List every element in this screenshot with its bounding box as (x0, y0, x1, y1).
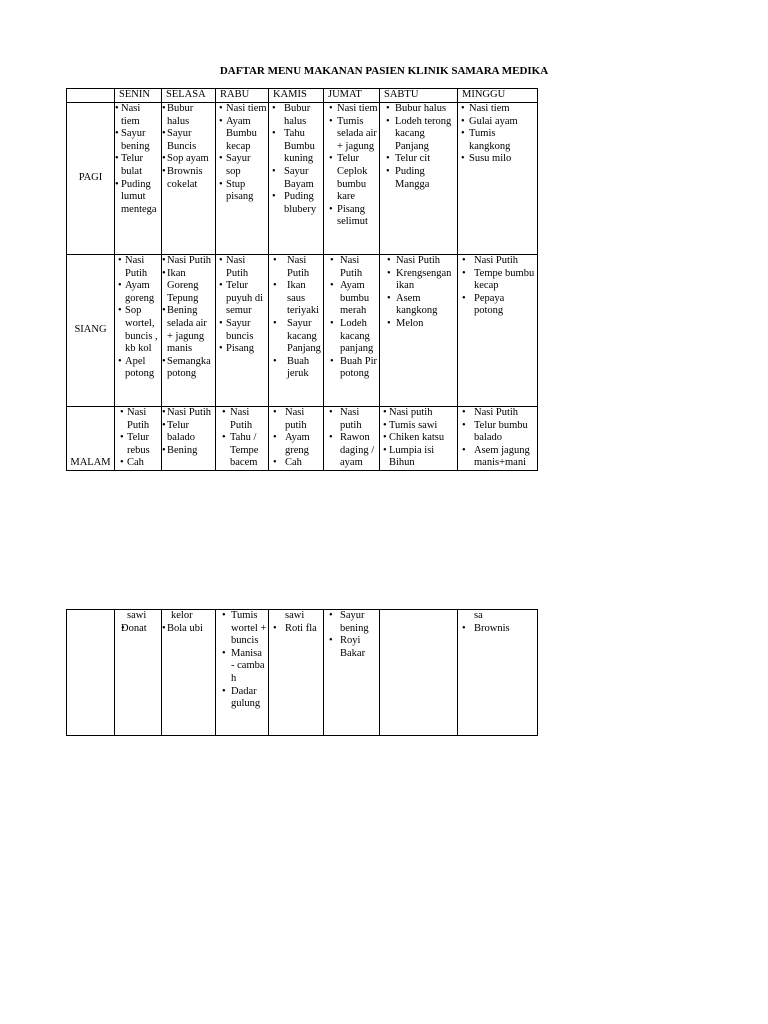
header-cell-empty (67, 89, 115, 103)
menu-item: • Pisang selimut (325, 204, 378, 229)
menu-item: • Lodeh kacang panjang (325, 318, 378, 356)
menu-table (66, 88, 538, 471)
menu-list-malam-selasa (163, 407, 214, 457)
row-label-empty (67, 610, 115, 736)
menu-item: • Nasi Putih (270, 255, 322, 280)
menu-cont-selasa: kelor (171, 610, 193, 621)
menu-item: • Sayur kacang Panjang (270, 318, 322, 356)
row-malam-continued (67, 610, 538, 736)
menu-item: • Tumis wortel + buncis (217, 610, 267, 648)
menu-item: • Nasi putih (270, 407, 322, 432)
menu-item: • Semangka potong (163, 356, 214, 381)
menu-item: • Bubur halus (381, 103, 456, 116)
menu-item: • Apel potong (116, 356, 160, 381)
menu-item: • Telur balado (163, 420, 214, 445)
menu-item: • Tahu / Tempe bacem (217, 432, 267, 470)
menu-list-malam-minggu (459, 407, 536, 470)
menu-item: • Brownis cokelat (163, 166, 214, 191)
menu-item: • Nasi tiem (459, 103, 536, 116)
menu-item: • Sayur Buncis (163, 128, 214, 153)
menu-item: • Sop wortel, buncis , kb kol (116, 305, 160, 355)
menu-item: • Nasi Putih (217, 255, 267, 280)
menu-list-pagi-minggu (459, 103, 536, 166)
menu-item: • Bubur halus (270, 103, 322, 128)
menu-item: • Dadar gulung (217, 686, 267, 711)
menu-cell-malam-cont-sabtu (380, 610, 458, 736)
menu-item: • Nasi putih (381, 407, 456, 420)
menu-item: • Nasi tiem (116, 103, 160, 128)
menu-item: • Tempe bumbu kecap (459, 268, 536, 293)
menu-item: • Bola ubi (163, 623, 214, 636)
menu-list-pagi-senin (116, 103, 160, 216)
menu-item: • Telur cit (381, 153, 456, 166)
menu-item: • Lumpia isi Bihun (381, 445, 456, 470)
menu-item: • Telur bulat (116, 153, 160, 178)
menu-cont-senin: sawi (127, 610, 147, 621)
menu-item: • Susu milo (459, 153, 536, 166)
menu-list-malam-cont-jumat (325, 610, 378, 660)
menu-list-malam-sabtu (381, 407, 456, 470)
menu-item: • Royi Bakar (325, 635, 378, 660)
menu-item: • Ayam Bumbu kecap (217, 116, 267, 154)
menu-item: • Sayur bening (325, 610, 378, 635)
menu-cont-kamis: sawi (285, 610, 305, 621)
menu-item: • Bubur halus (163, 103, 214, 128)
menu-table-continued (66, 609, 538, 736)
menu-item: • Tahu Bumbu kuning (270, 128, 322, 166)
menu-item: • Tumis sawi (381, 420, 456, 433)
menu-list-siang-selasa (163, 255, 214, 381)
menu-list-pagi-rabu (217, 103, 267, 204)
menu-item: • Buah Pir potong (325, 356, 378, 381)
menu-list-malam-kamis (270, 407, 322, 470)
row-label-malam: MALAM (67, 407, 115, 471)
menu-list-malam-cont-minggu (459, 623, 536, 636)
menu-item: • Nasi tiem (325, 103, 378, 116)
menu-item: • Telur Ceplok bumbu kare (325, 153, 378, 203)
menu-list-pagi-kamis (270, 103, 322, 216)
menu-item: • Cah (116, 457, 160, 470)
menu-item: • Sayur sop (217, 153, 267, 178)
menu-item: • Melon (381, 318, 456, 331)
menu-item: • Brownis (459, 623, 536, 636)
menu-item: • Bening (163, 445, 214, 458)
menu-item: • Nasi Putih (459, 255, 536, 268)
menu-list-siang-jumat (325, 255, 378, 381)
menu-list-siang-minggu (459, 255, 536, 318)
menu-item: • Telur puyuh di semur (217, 280, 267, 318)
menu-item: • Chiken katsu (381, 432, 456, 445)
menu-item: • Lodeh terong kacang Panjang (381, 116, 456, 154)
menu-item: • Nasi Putih (217, 407, 267, 432)
menu-item: • Ayam greng (270, 432, 322, 457)
menu-list-pagi-sabtu (381, 103, 456, 191)
menu-item: • Telur bumbu balado (459, 420, 536, 445)
menu-item: • Nasi Putih (381, 255, 456, 268)
menu-cont-minggu: sa (474, 610, 483, 621)
row-label-pagi: PAGI (67, 103, 115, 255)
menu-item: • Asem jagung manis+mani (459, 445, 536, 470)
menu-item: • Asem kangkong (381, 293, 456, 318)
row-pagi (67, 103, 538, 255)
menu-item: • Pepaya potong (459, 293, 536, 318)
menu-list-siang-kamis (270, 255, 322, 381)
menu-item: • Tumis selada air + jagung (325, 116, 378, 154)
menu-list-siang-rabu (217, 255, 267, 356)
row-siang (67, 255, 538, 407)
menu-item: • Donat (116, 623, 160, 636)
menu-list-malam-jumat (325, 407, 378, 470)
row-malam (67, 407, 538, 471)
menu-item: • Roti fla (270, 623, 322, 636)
menu-item: • Sayur buncis (217, 318, 267, 343)
menu-item: • Telur rebus (116, 432, 160, 457)
menu-item: • Nasi tiem (217, 103, 267, 116)
menu-item: • Puding Mangga (381, 166, 456, 191)
menu-list-malam-cont-kamis (270, 623, 322, 636)
menu-item: • Buah jeruk (270, 356, 322, 381)
menu-item: • Nasi Putih (163, 407, 214, 420)
header-rabu: RABU (216, 89, 269, 103)
menu-item: • Tumis kangkong (459, 128, 536, 153)
page-title: DAFTAR MENU MAKANAN PASIEN KLINIK SAMARA MEDIKA (219, 65, 549, 77)
menu-item: • Ayam bumbu merah (325, 280, 378, 318)
menu-item: • Nasi Putih (459, 407, 536, 420)
menu-item: • Sayur Bayam (270, 166, 322, 191)
menu-item: • Bening selada air + jagung manis (163, 305, 214, 355)
menu-item: • Pisang (217, 343, 267, 356)
header-jumat: JUMAT (324, 89, 380, 103)
menu-list-pagi-selasa (163, 103, 214, 191)
menu-list-pagi-jumat (325, 103, 378, 229)
menu-list-siang-senin (116, 255, 160, 381)
menu-list-siang-sabtu (381, 255, 456, 331)
header-selasa: SELASA (162, 89, 216, 103)
menu-item: • Ayam goreng (116, 280, 160, 305)
menu-item: • Nasi Putih (325, 255, 378, 280)
menu-item: • Krengsengan ikan (381, 268, 456, 293)
header-minggu: MINGGU (458, 89, 538, 103)
header-senin: SENIN (115, 89, 162, 103)
menu-list-malam-rabu (217, 407, 267, 470)
menu-item: • Nasi Putih (116, 407, 160, 432)
row-label-siang: SIANG (67, 255, 115, 407)
menu-item: • Nasi Putih (116, 255, 160, 280)
menu-item: • Sop ayam (163, 153, 214, 166)
menu-item: • Cah (270, 457, 322, 470)
menu-list-malam-cont-rabu (217, 610, 267, 711)
header-sabtu: SABTU (380, 89, 458, 103)
menu-item: • Rawon daging / ayam (325, 432, 378, 470)
menu-item: • Gulai ayam (459, 116, 536, 129)
header-row (67, 89, 538, 103)
menu-item: • Ikan saus teriyaki (270, 280, 322, 318)
menu-item: • Puding lumut mentega (116, 179, 160, 217)
menu-item: • Ikan Goreng Tepung (163, 268, 214, 306)
menu-item: • Stup pisang (217, 179, 267, 204)
menu-list-malam-senin (116, 407, 160, 470)
menu-item: • Manisa - camba h (217, 648, 267, 686)
menu-list-malam-cont-selasa (163, 623, 214, 636)
menu-list-malam-cont-senin (116, 623, 160, 636)
menu-item: • Puding blubery (270, 191, 322, 216)
menu-item: • Sayur bening (116, 128, 160, 153)
menu-item: • Nasi Putih (163, 255, 214, 268)
header-kamis: KAMIS (269, 89, 324, 103)
menu-item: • Nasi putih (325, 407, 378, 432)
